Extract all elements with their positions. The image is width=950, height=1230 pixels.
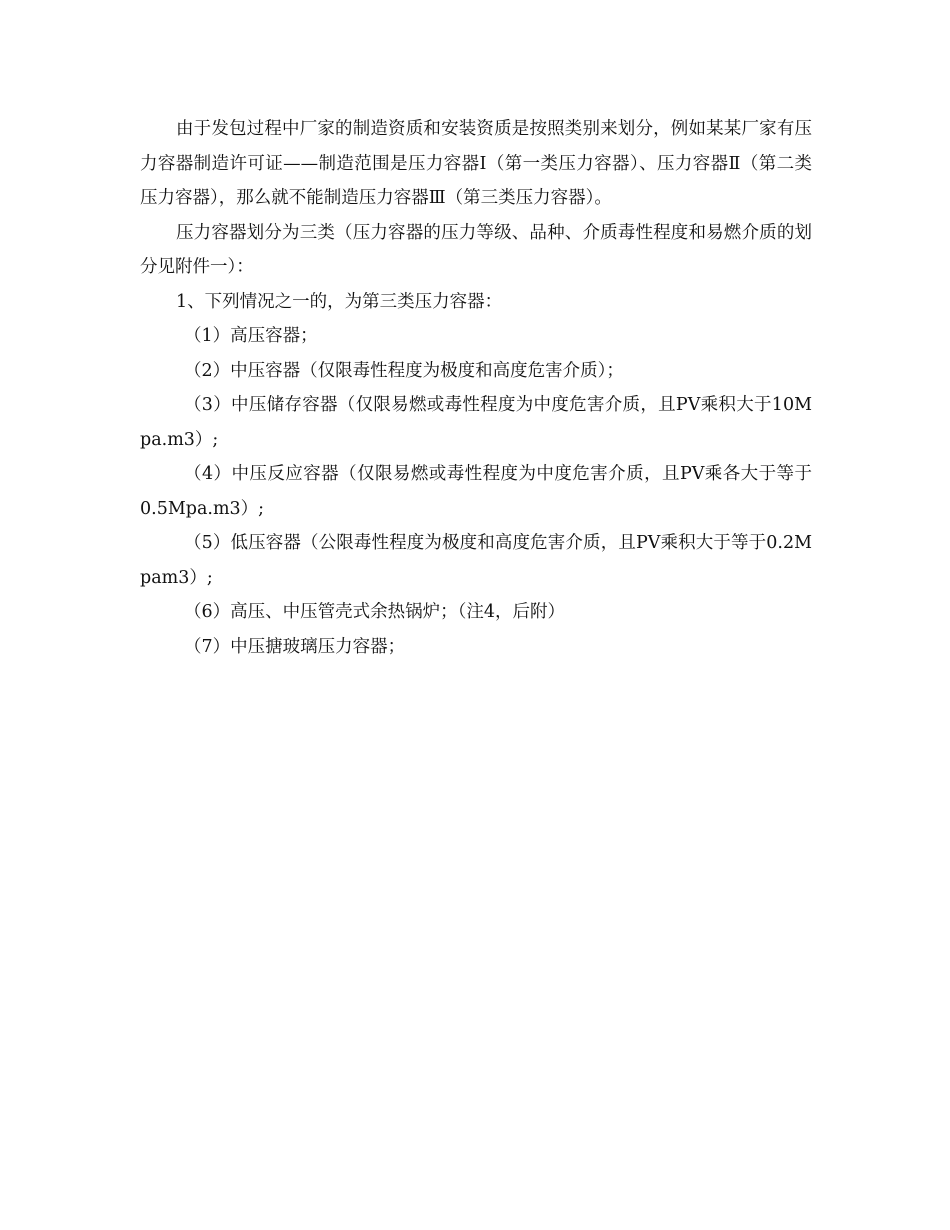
document-page — [140, 112, 812, 664]
list-item-6: （6）高压、中压管壳式余热锅炉；（注4，后附） — [184, 602, 566, 622]
list-item-7: （7）中压搪玻璃压力容器； — [184, 636, 406, 657]
category-three-heading: 1、下列情况之一的，为第三类压力容器： — [176, 291, 503, 312]
list-item-2: （2）中压容器（仅限毒性程度为极度和高度危害介质）； — [184, 360, 624, 381]
intro-paragraph: 由于发包过程中厂家的制造资质和安装资质是按照类别来划分，例如某某厂家有压力容器制造许可证——制造范围是压力容器Ⅰ（第一类压力容器）、压力容器Ⅱ（第二类压力容器），那么就不能制造压力容器Ⅲ（第三类压力容器）。 — [140, 119, 812, 208]
list-item-4: （4）中压反应容器（仅限易燃或毒性程度为中度危害介质，且PV乘各大于等于0.5Mpa.m3）; — [140, 464, 812, 519]
list-item-5: （5）低压容器（公限毒性程度为极度和高度危害介质，且PV乘积大于等于0.2Mpam3）; — [140, 533, 812, 588]
list-item-3: （3）中压储存容器（仅限易燃或毒性程度为中度危害介质，且PV乘积大于10Mpa.m3）; — [140, 395, 812, 450]
list-item-1: （1）高压容器； — [184, 326, 318, 346]
classification-paragraph: 压力容器划分为三类（压力容器的压力等级、品种、介质毒性程度和易燃介质的划分见附件一）： — [140, 222, 812, 277]
